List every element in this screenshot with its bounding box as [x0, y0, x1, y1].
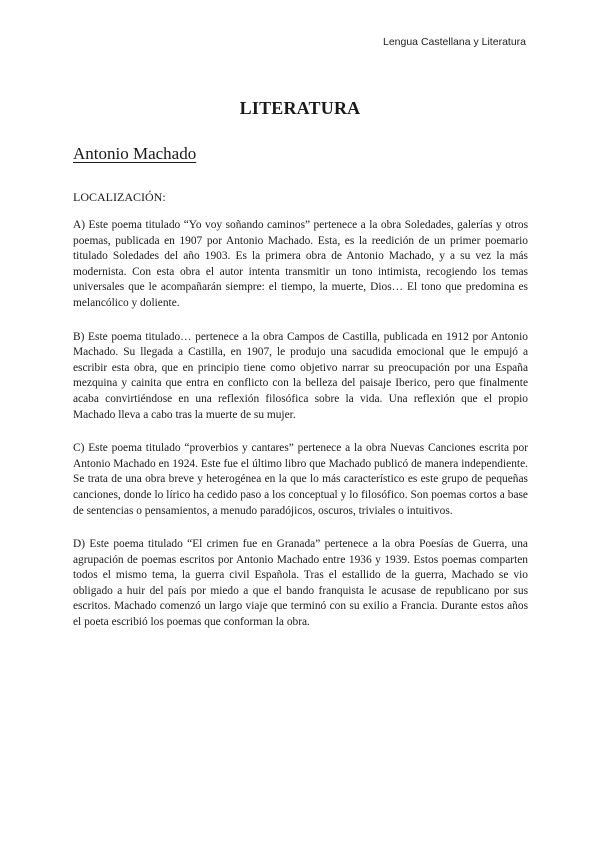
paragraph-c: C) Este poema titulado “proverbios y cantares” pertenece a la obra Nuevas Canciones escrita por Antonio Machado en 1924. Este fue el último libro que Machado publicó de manera independiente. Se trata de una obra breve y heterogénea en la que lo más característico es este grupo de pequeñas canciones, donde lo lírico ha cedido paso a los conceptual y lo filosófico. Son poemas cortos a base de sentencias o pensamientos, a menudo paradójicos, oscuros, triviales o intuitivos.: [73, 442, 528, 517]
running-header: Lengua Castellana y Literatura: [382, 36, 526, 48]
paragraph-b: B) Este poema titulado… pertenece a la obra Campos de Castilla, publicada en 1912 por Antonio Machado. Su llegada a Castilla, en 1907, le produjo una sacudida emocional que le empujó a escribir esta obra, que en principio tiene como objetivo narrar su preocupación por una España mezquina y cainita que entra en conflicto con la belleza del paisaje Iberico, pero que finalmente acaba convirtiéndose en una reflexión filosófica sobre la vida. Una reflexión que el propio Machado lleva a cabo tras la muerte de su mujer.: [73, 330, 528, 421]
page-title: LITERATURA: [239, 98, 361, 118]
section-label: LOCALIZACIÓN:: [73, 190, 166, 204]
paragraph-d: D) Este poema titulado “El crimen fue en Granada” pertenece a la obra Poesías de Guerra, una agrupación de poemas escritos por Antonio Machado entre 1936 y 1939. Estos poemas comparten todos el mismo tema, la guerra civil Española. Tras el estallido de la guerra, Machado se vio obligado a huir del país por miedo a que el bando franquista le acusase de republicano por sus escritos. Machado comenzó un largo viaje que terminó con su exilio a Francia. Durante estos años el poeta escribió los poemas que conforman la obra.: [73, 538, 528, 629]
paragraph-a: A) Este poema titulado “Yo voy soñando caminos” pertenece a la obra Soledades, galerías y otros poemas, publicada en 1907 por Antonio Machado. Esta, es la reedición de un primer poemario titulado Soledades del año 1903. Es la primera obra de Antonio Machado, y a su vez la más modernista. Con esta obra el autor intenta transmitir un tono intimista, recogiendo los temas universales que le acompañarán siempre: el tiempo, la muerte, Dios… El tono que predomina es melancólico y doliente.: [73, 219, 528, 309]
document-body: [73, 218, 528, 649]
author-heading: Antonio Machado: [73, 144, 197, 163]
